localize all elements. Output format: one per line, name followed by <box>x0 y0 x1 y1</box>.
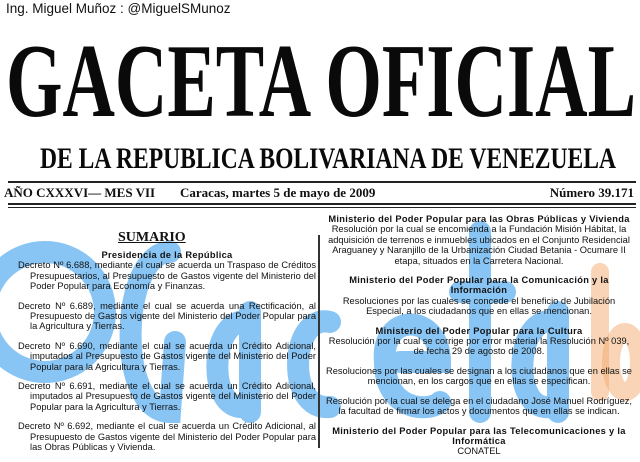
section-heading: Presidencia de la República <box>101 250 233 260</box>
author-credit: Ing. Miguel Muñoz : @MiguelSMunoz <box>6 1 231 16</box>
column-divider <box>318 235 320 448</box>
issue-year-month: AÑO CXXXVI— MES VII <box>4 185 156 200</box>
masthead-subtitle: DE LA REPUBLICA BOLIVARIANA DE VENEZUELA <box>40 142 617 175</box>
list-item: Decreto Nº 6.690, mediante el cual se acuerda un Crédito Adicional, imputados al Presupuesto de Gastos vigente del Ministerio del Poder Popular para la Agricultura y Tierras. <box>18 340 316 372</box>
list-item: Decreto Nº 6.689, mediante el cual se acuerda una Rectificación, al Presupuesto de Gastos vigente del Ministerio del Poder Popular para la Agricultura y Tierras. <box>18 300 316 332</box>
list-item: Resolución por la cual se corrige por error material la Resolución Nº 039, de fecha 29 de agosto de 2008. <box>328 336 630 357</box>
masthead <box>0 0 640 180</box>
issue-place-date: Caracas, martes 5 de mayo de 2009 <box>180 185 376 200</box>
section-heading: Ministerio del Poder Popular para la Comunicación y la Información <box>349 275 609 296</box>
masthead-title: GACETA OFICIAL <box>6 22 636 139</box>
list-item: Resolución por la cual se delega en el ciudadano José Manuel Rodríguez, la facultad de firmar los actos y documentos que en ellas se indican. <box>326 395 632 417</box>
list-item: Decreto Nº 6.691, mediante el cual se acuerda un Crédito Adicional, imputados al Presupuesto de Gastos vigente del Ministerio del Poder Popular para la Agricultura y Tierras. <box>18 381 316 412</box>
sumario-left-column <box>18 250 316 462</box>
list-item: Resolución por la cual se encomienda a la Fundación Misión Hábitat, la adquisición de terrenos e inmuebles ubicados en el Conjunto Residencial Araguaney y Naranjillo de la Urbanización Ciudad Betania - Ocumare II etapa, situados en la Carretera Nacional. <box>328 224 630 266</box>
issue-number: Número 39.171 <box>549 185 634 200</box>
list-item: Resoluciones por las cuales se designan a los ciudadanos que en ellas se mencionan, en los cargos que en ellas se especifican. <box>326 365 632 387</box>
sumario-right-column <box>326 214 632 457</box>
section-heading: Ministerio del Poder Popular para las Obras Públicas y Vivienda <box>328 214 630 224</box>
divider <box>8 207 636 208</box>
list-item: Decreto Nº 6.688, mediante el cual se acuerda un Traspaso de Créditos Presupuestarios, al Presupuesto de Gastos vigente del Ministerio del Poder Popular para Economía y Finanzas. <box>18 260 316 292</box>
divider <box>8 203 636 205</box>
list-item: Resoluciones por las cuales se concede el beneficio de Jubilación Especial, a los ciudadanos que en ellas se mencionan. <box>342 295 616 317</box>
list-item: Decreto Nº 6.692, mediante el cual se acuerda un Crédito Adicional, al Presupuesto de Gastos vigente del Ministerio del Poder Popular para las Obras Públicas y Vivienda. <box>18 421 316 453</box>
section-heading: Ministerio del Poder Popular para la Cultura <box>375 325 583 336</box>
divider <box>8 181 636 183</box>
section-heading: Ministerio del Poder Popular para las Telecomunicaciones y la Informática <box>332 425 626 446</box>
sumario-title: SUMARIO <box>118 230 186 245</box>
section-subheading: CONATEL <box>457 446 501 457</box>
